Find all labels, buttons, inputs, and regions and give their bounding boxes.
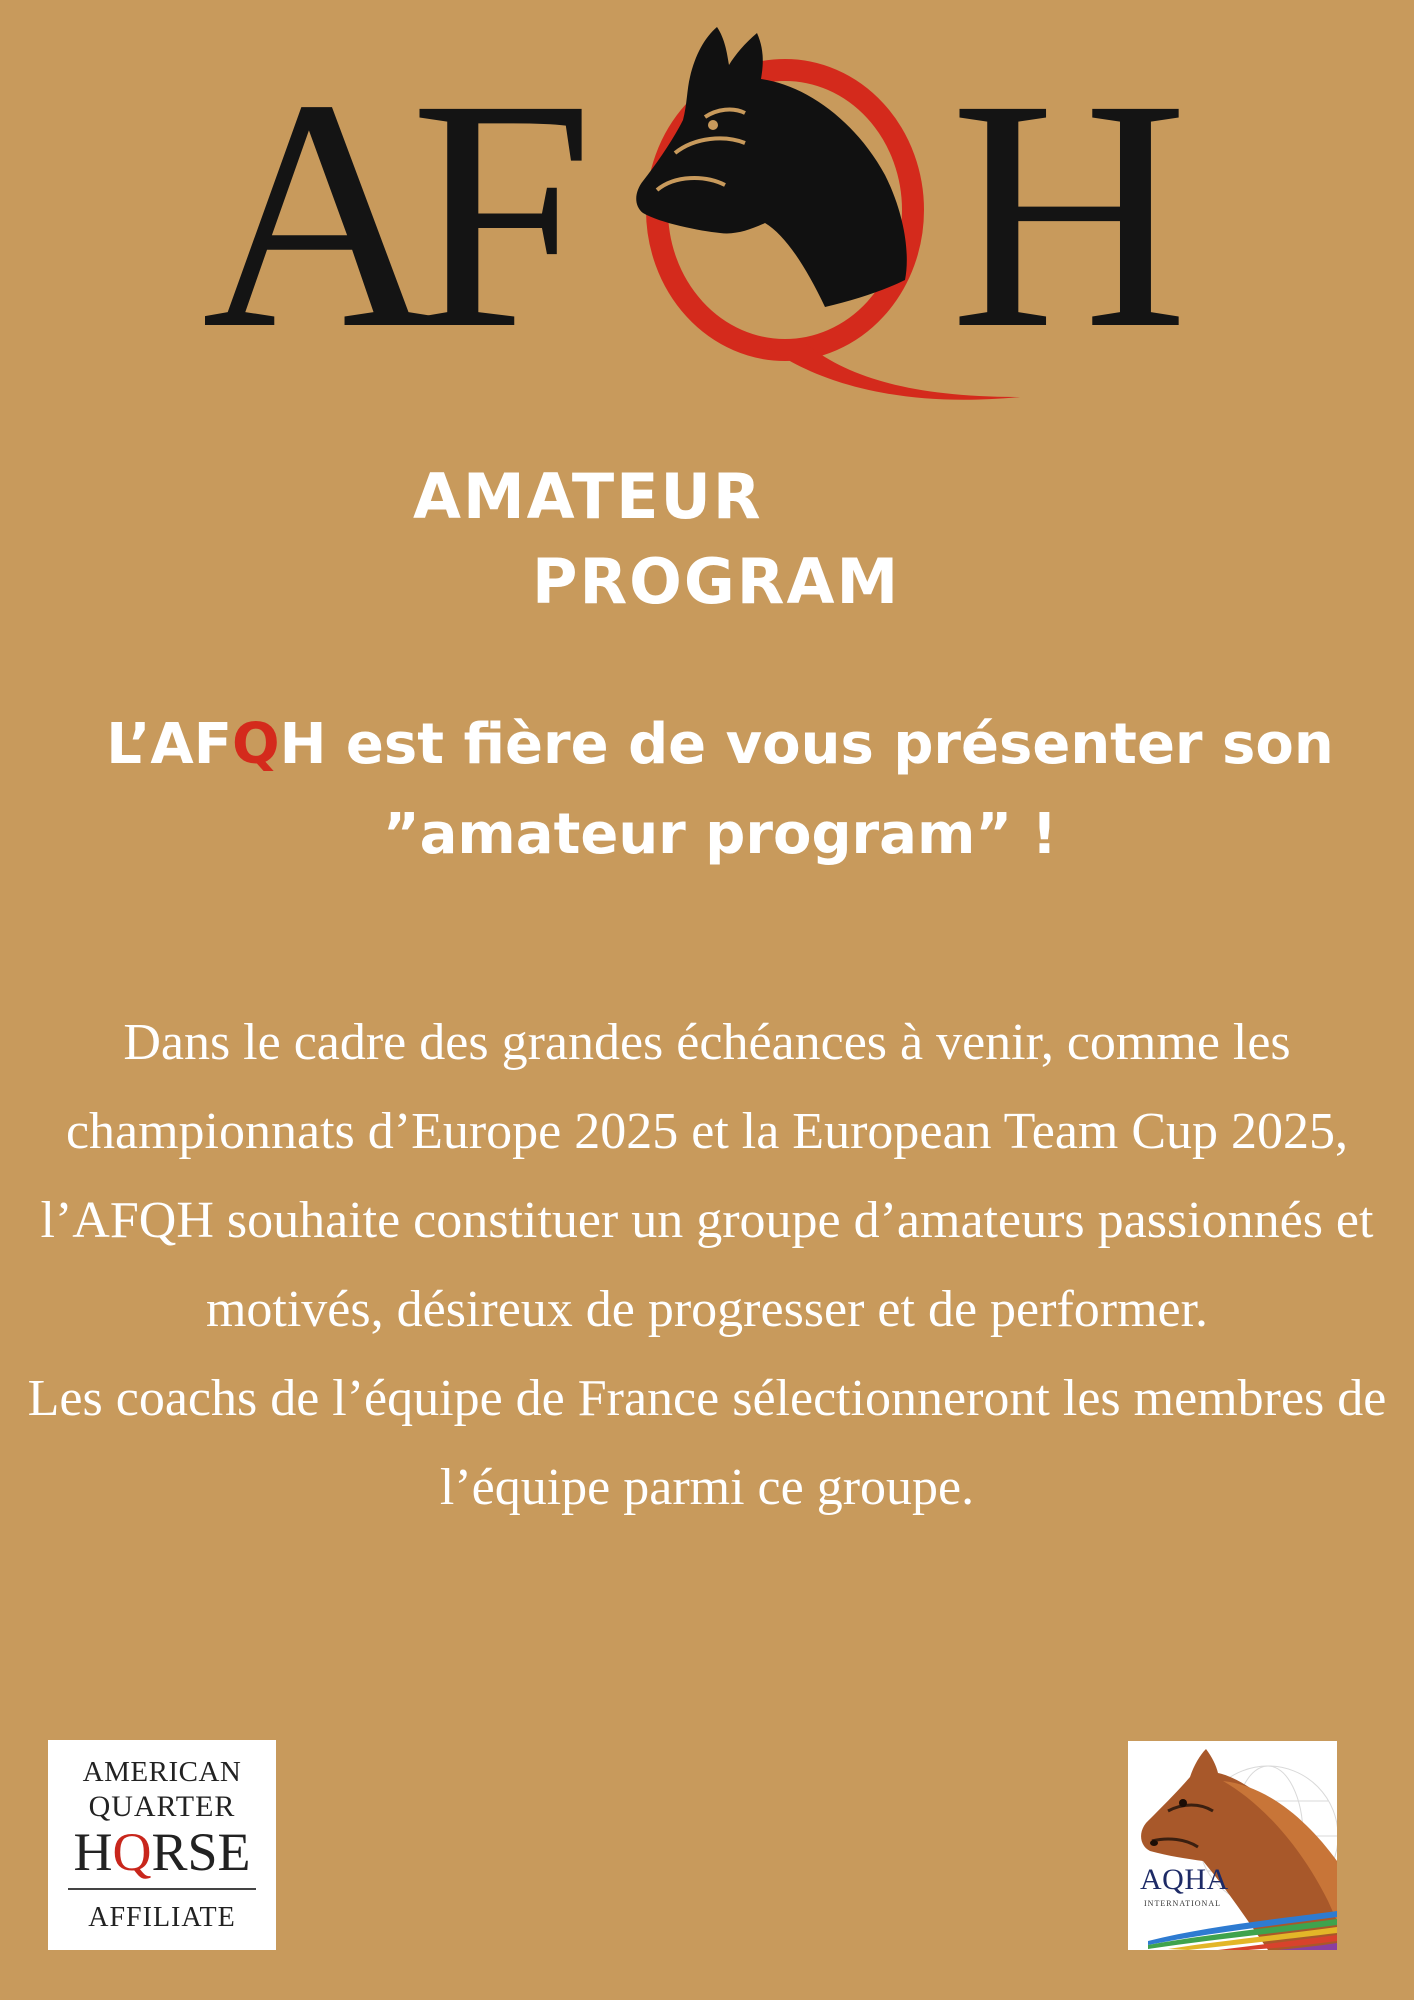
body-text [20, 998, 1394, 1532]
aqha-subtitle: INTERNATIONAL [1144, 1899, 1221, 1908]
headline [40, 700, 1400, 880]
badge-line-horse [48, 1822, 276, 1882]
aqha-title: AQHA [1140, 1863, 1229, 1896]
badge-line-american: AMERICAN [82, 1756, 242, 1788]
headline-suffix: H est fière de vous présenter son [279, 712, 1334, 777]
headline-prefix: L’AF [106, 712, 232, 777]
logo-letter-h: H [950, 32, 1189, 397]
badge-horse-q: Q [112, 1822, 152, 1882]
headline-line2: ”amateur program” ! [382, 802, 1058, 867]
badge-horse-rest: RSE [151, 1822, 251, 1882]
badge-divider [68, 1888, 256, 1890]
logo-letter-f: F [410, 32, 594, 397]
horse-portrait-icon [1128, 1741, 1337, 1950]
afqh-logo [205, 25, 1225, 420]
badge-line-affiliate: AFFILIATE [88, 1902, 236, 1933]
program-title-line1: AMATEUR [413, 460, 763, 533]
program-title-line2: PROGRAM [532, 545, 901, 618]
logo-letter-a: A [205, 32, 439, 397]
aqha-international-badge [1128, 1741, 1337, 1950]
body-paragraph-2: Les coachs de l’équipe de France sélectionneront les membres de l’équipe parmi ce groupe. [27, 1370, 1387, 1516]
headline-q-highlight: Q [231, 712, 280, 777]
body-paragraph-1: Dans le cadre des grandes échéances à venir, comme les championnats d’Europe 2025 et la European Team Cup 2025, l’AFQH souhaite constituer un groupe d’amateurs passionnés et motivés, désireux de progresser et de performer. [40, 1014, 1374, 1338]
badge-line-quarter: QUARTER [88, 1790, 236, 1823]
aqha-affiliate-badge [48, 1740, 276, 1950]
badge-horse-h: H [73, 1822, 113, 1882]
headline-line1 [40, 700, 1400, 790]
